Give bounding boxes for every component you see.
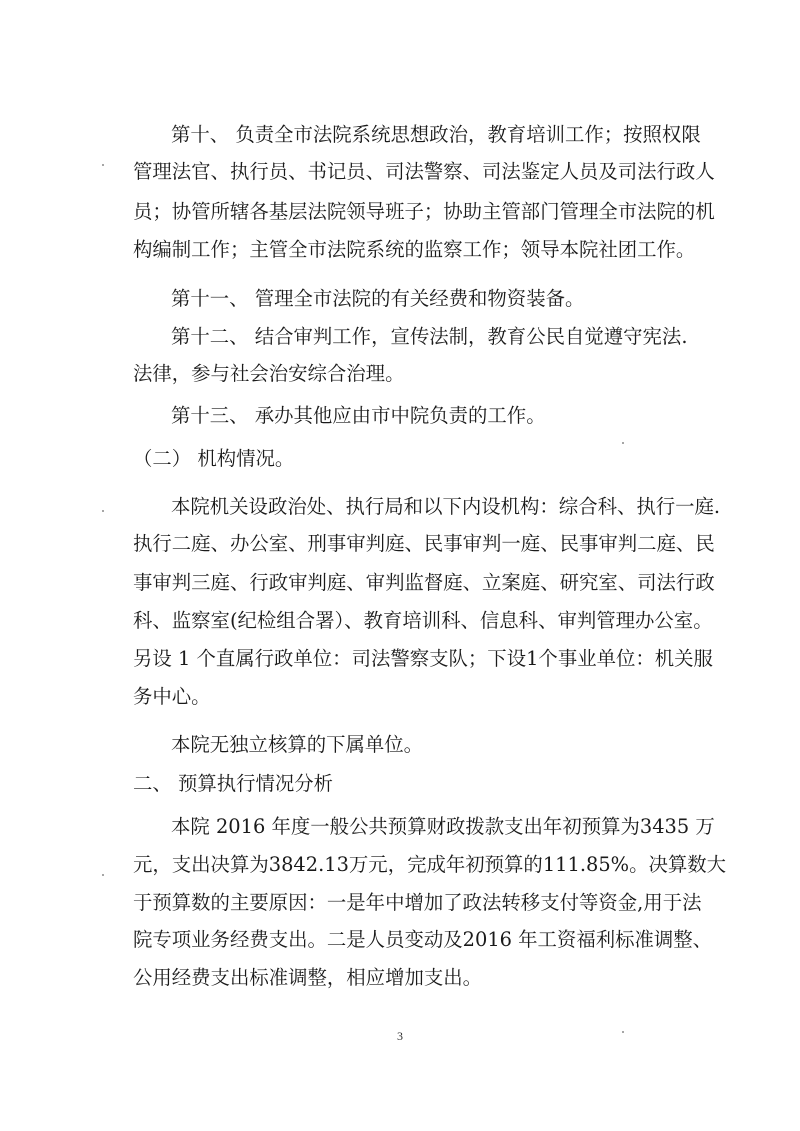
paragraph-line: 科、监察室(纪检组合署）、教育培训科、信息科、审判管理办公室。	[133, 609, 713, 632]
paragraph-line: 事审判三庭、行政审判庭、审判监督庭、立案庭、研究室、司法行政	[133, 571, 715, 594]
paragraph-line: 公用经费支出标准调整，相应增加支出。	[133, 966, 483, 989]
paragraph-line: 员；协管所辖各基层法院领导班子；协助主管部门管理全市法院的机	[133, 200, 715, 223]
paragraph-line: 本院无独立核算的下属单位。	[171, 733, 424, 756]
scan-speck	[622, 442, 624, 444]
paragraph-line: 管理法官、执行员、书记员、司法警察、司法鉴定人员及司法行政人	[133, 160, 715, 183]
paragraph-line: 法律，参与社会治安综合治理。	[133, 362, 405, 385]
section-heading: （二） 机构情况。	[133, 447, 295, 470]
paragraph-line: 本院 2016 年度一般公共预算财政拨款支出年初预算为3435 万	[171, 815, 715, 838]
scan-speck	[102, 510, 104, 512]
paragraph-line: 本院机关设政治处、执行局和以下内设机构：综合科、执行一庭.	[171, 495, 721, 518]
paragraph-line: 执行二庭、办公室、刑事审判庭、民事审判一庭、民事审判二庭、民	[133, 532, 715, 555]
paragraph-line: 于预算数的主要原因：一是年中增加了政法转移支付等资金,用于法	[133, 891, 702, 914]
scan-speck	[622, 1031, 624, 1033]
paragraph-line: 第十三、 承办其他应由市中院负责的工作。	[171, 404, 546, 427]
paragraph-line: 另设 1 个直属行政单位：司法警察支队；下设1个事业单位：机关服	[133, 647, 713, 670]
scan-speck	[102, 164, 104, 166]
section-heading: 二、 预算执行情况分析	[133, 772, 334, 795]
paragraph-line: 第十一、 管理全市法院的有关经费和物资装备。	[171, 287, 585, 310]
page-number: 3	[397, 1029, 403, 1043]
paragraph-line: 院专项业务经费支出。二是人员变动及2016 年工资福利标准调整、	[133, 928, 713, 951]
scan-speck	[102, 874, 104, 876]
paragraph-line: 第十、 负责全市法院系统思想政治，教育培训工作；按照权限	[171, 123, 701, 146]
paragraph-line: 务中心。	[133, 685, 211, 708]
paragraph-line: 第十二、 结合审判工作，宣传法制，教育公民自觉遵守宪法.	[171, 325, 688, 348]
paragraph-line: 构编制工作；主管全市法院系统的监察工作；领导本院社团工作。	[133, 238, 696, 261]
paragraph-line: 元，支出决算为3842.13万元，完成年初预算的111.85%。决算数大	[133, 853, 727, 876]
